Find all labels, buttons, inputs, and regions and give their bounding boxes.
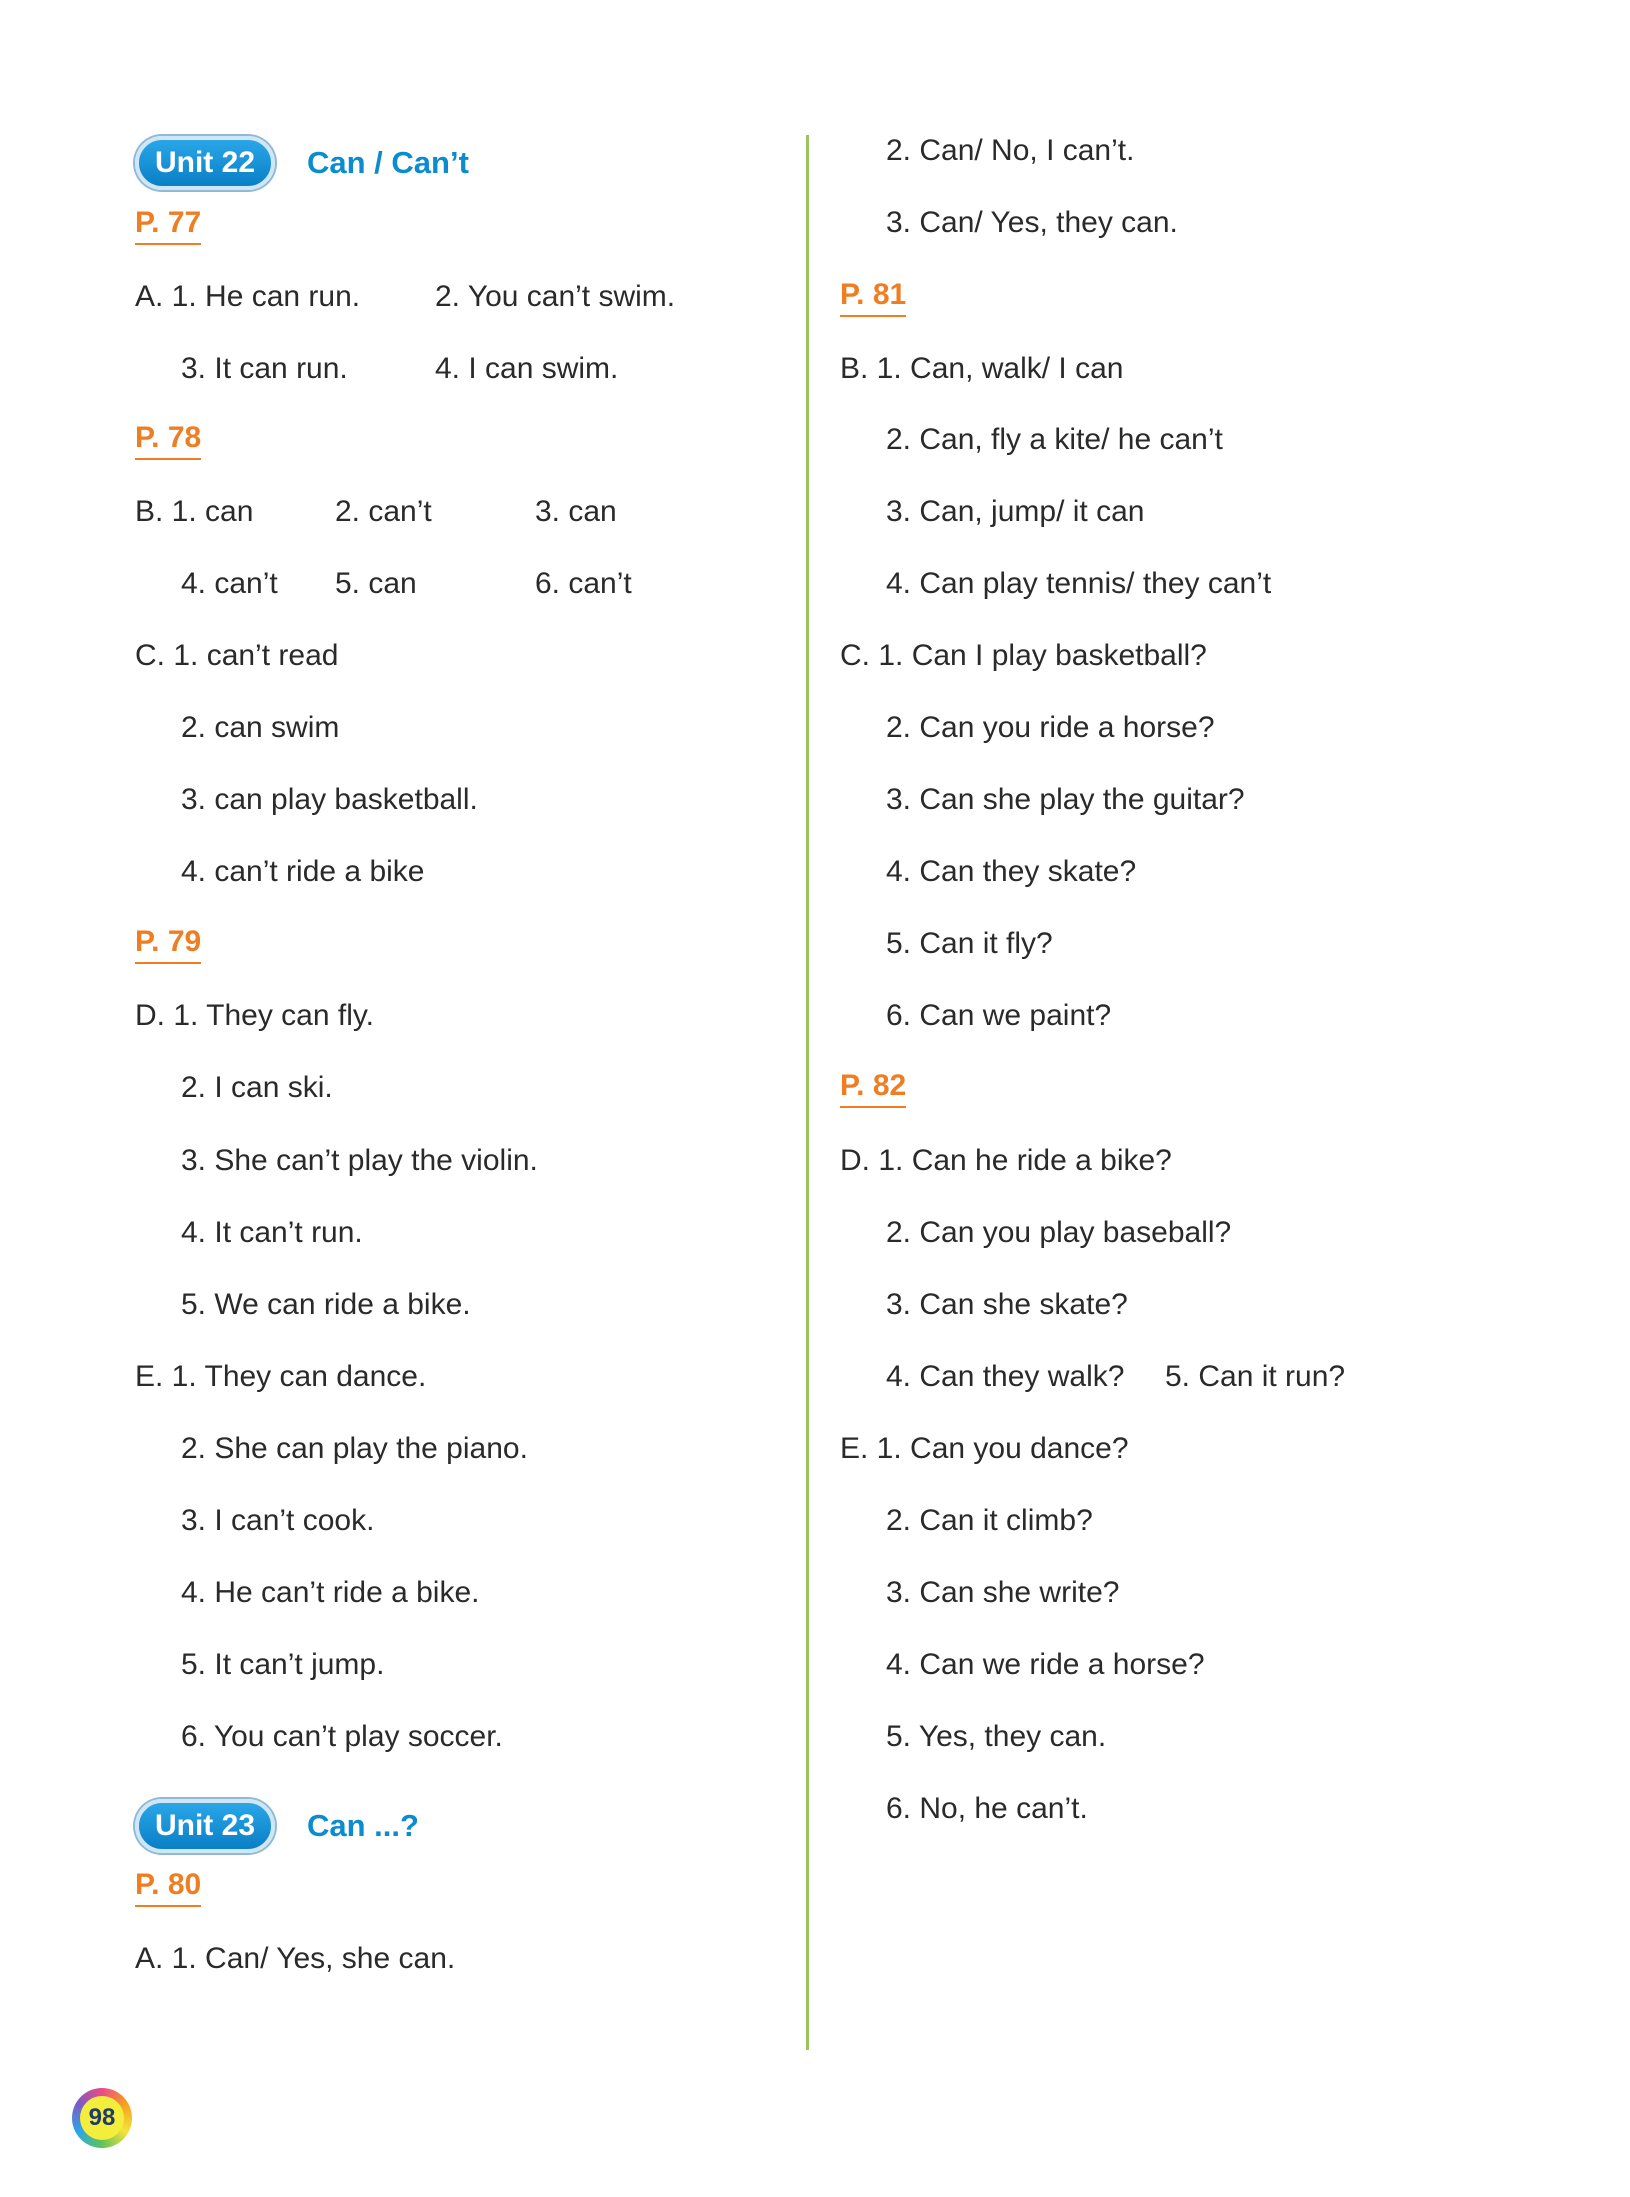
answer-line: 4. Can we ride a horse? <box>886 1648 1205 1681</box>
page-ref: P. 77 <box>135 205 201 245</box>
answer-line: 5. We can ride a bike. <box>181 1288 471 1321</box>
page-ref: P. 78 <box>135 420 201 460</box>
answer-line: 5. Yes, they can. <box>886 1720 1107 1753</box>
answer-line: 6. You can’t play soccer. <box>181 1720 503 1753</box>
unit-badge: Unit 23 <box>135 1799 275 1853</box>
answer-line: D. 1. They can fly. <box>135 999 374 1032</box>
answer-line: E. 1. Can you dance? <box>840 1432 1129 1465</box>
answer-line: C. 1. can’t read <box>135 639 339 672</box>
answer-line: B. 1. can <box>135 495 254 528</box>
answer-line: A. 1. Can/ Yes, she can. <box>135 1942 456 1975</box>
answer-line: 3. Can she skate? <box>886 1288 1128 1321</box>
answer-line: 3. Can, jump/ it can <box>886 495 1145 528</box>
page-ref: P. 81 <box>840 277 906 317</box>
unit-title: Can ...? <box>307 1808 419 1843</box>
answer-line: 3. Can she play the guitar? <box>886 783 1245 816</box>
answer-line: D. 1. Can he ride a bike? <box>840 1144 1172 1177</box>
unit-22-header <box>135 133 469 193</box>
answer-line: 2. She can play the piano. <box>181 1432 528 1465</box>
answer-line: 4. can’t ride a bike <box>181 855 425 888</box>
answer-line: A. 1. He can run. <box>135 280 361 313</box>
answer-line: 3. I can’t cook. <box>181 1504 375 1537</box>
answer-line: 5. It can’t jump. <box>181 1648 385 1681</box>
answer-line: 2. Can you ride a horse? <box>886 711 1215 744</box>
answer-line: 4. Can play tennis/ they can’t <box>886 567 1272 600</box>
answer-line: 6. No, he can’t. <box>886 1792 1088 1825</box>
column-divider <box>806 135 809 2050</box>
answer-line: 4. It can’t run. <box>181 1216 363 1249</box>
page-ref: P. 79 <box>135 924 201 964</box>
unit-badge: Unit 22 <box>135 136 275 190</box>
answer-line: 5. can <box>335 567 417 600</box>
answer-line: 3. can <box>535 495 617 528</box>
page-ref: P. 80 <box>135 1867 201 1907</box>
page-number: 98 <box>80 2096 124 2140</box>
answer-line: 3. Can/ Yes, they can. <box>886 206 1178 239</box>
answer-line: 4. He can’t ride a bike. <box>181 1576 480 1609</box>
answer-line: 3. can play basketball. <box>181 783 478 816</box>
answer-line: E. 1. They can dance. <box>135 1360 427 1393</box>
answer-line: 4. Can they skate? <box>886 855 1137 888</box>
answer-line: 2. Can you play baseball? <box>886 1216 1232 1249</box>
answer-line: 2. Can/ No, I can’t. <box>886 134 1135 167</box>
answer-line: 2. Can it climb? <box>886 1504 1093 1537</box>
answer-line: 6. can’t <box>535 567 632 600</box>
answer-line: 6. Can we paint? <box>886 999 1112 1032</box>
answer-line: 2. can swim <box>181 711 340 744</box>
answer-line: C. 1. Can I play basketball? <box>840 639 1207 672</box>
page-ref: P. 82 <box>840 1068 906 1108</box>
answer-line: 3. She can’t play the violin. <box>181 1144 538 1177</box>
answer-line: 5. Can it fly? <box>886 927 1053 960</box>
answer-line: 2. I can ski. <box>181 1071 333 1104</box>
answer-line: 3. Can she write? <box>886 1576 1120 1609</box>
page-number-badge <box>72 2088 132 2148</box>
unit-23-header <box>135 1796 419 1856</box>
answer-line: 2. can’t <box>335 495 432 528</box>
unit-title: Can / Can’t <box>307 145 469 180</box>
answer-line: 3. It can run. <box>181 352 348 385</box>
answer-line: 2. You can’t swim. <box>435 280 676 313</box>
answer-line: 4. can’t <box>181 567 278 600</box>
answer-line: B. 1. Can, walk/ I can <box>840 352 1124 385</box>
answer-line: 4. Can they walk? <box>886 1360 1125 1393</box>
answer-line: 5. Can it run? <box>1165 1360 1346 1393</box>
answer-line: 2. Can, fly a kite/ he can’t <box>886 423 1223 456</box>
answer-line: 4. I can swim. <box>435 352 619 385</box>
